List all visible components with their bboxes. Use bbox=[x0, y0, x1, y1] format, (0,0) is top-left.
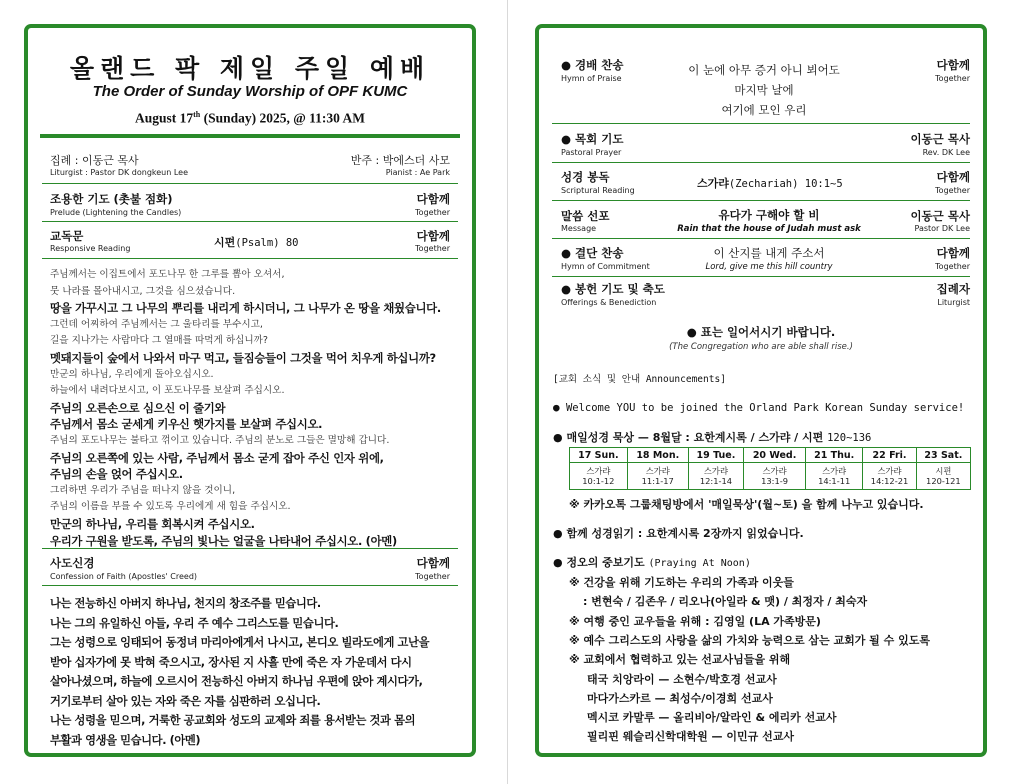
responsive-who-en: Together bbox=[415, 244, 450, 253]
divider bbox=[552, 276, 970, 277]
hymn-praise-title: ● 경배 찬송 bbox=[561, 58, 624, 72]
scripture-who: 다함께 bbox=[936, 170, 970, 184]
prayer-item: ※ 여행 중인 교우들을 위해 : 김영일 (LA 가족방문) bbox=[569, 614, 821, 628]
divider bbox=[552, 123, 970, 124]
confession-who: 다함께 bbox=[416, 556, 450, 570]
schedule-day: 20 Wed. bbox=[744, 448, 806, 463]
message-who-en: Pastor DK Lee bbox=[914, 224, 970, 233]
right-bulletin-panel bbox=[535, 24, 987, 757]
standing-note: ● 표는 일어서시기 바랍니다. bbox=[686, 325, 836, 339]
pastoral-prayer-who-en: Rev. DK Lee bbox=[922, 148, 970, 157]
prayer-item: ※ 교회에서 협력하고 있는 선교사님들을 위해 bbox=[569, 653, 791, 667]
prayer-item: 멕시코 카말루 — 올리비아/알라인 & 에리카 선교사 bbox=[587, 711, 837, 725]
reading-line: 길을 지나가는 사람마다 그 열매를 따먹게 하십니까? bbox=[50, 335, 269, 347]
divider bbox=[42, 258, 458, 259]
reading-line: 땅을 가꾸시고 그 나무의 뿌리를 내리게 하시더니, 그 나무가 온 땅을 채웠습니다. bbox=[50, 301, 441, 316]
creed-line: 부활과 영생을 믿습니다. (아멘) bbox=[50, 733, 201, 747]
schedule-reading: 스가랴 11:1-17 bbox=[627, 463, 688, 490]
prayer-item: ※ 건강을 위해 기도하는 우리의 가족과 이웃들 bbox=[569, 576, 794, 589]
creed-line: 나는 전능하신 아버지 하나님, 천지의 창조주를 믿습니다. bbox=[50, 597, 321, 610]
pastoral-prayer-title-en: Pastoral Prayer bbox=[561, 148, 622, 157]
reading-line: 멧돼지들이 숲에서 나와서 마구 먹고, 들짐승들이 그것을 먹어 치우게 하십니까? bbox=[50, 350, 436, 365]
commitment-who: 다함께 bbox=[936, 246, 970, 260]
schedule-reading: 스가랴 10:1-12 bbox=[570, 463, 628, 490]
announcements-heading: [교회 소식 및 안내 Announcements] bbox=[553, 374, 726, 385]
prelude-who-en: Together bbox=[415, 208, 450, 217]
commitment-hymn-song: 이 산지를 내게 주소서 bbox=[713, 246, 825, 260]
schedule-day: 22 Fri. bbox=[863, 448, 917, 463]
hymn-praise-lines: 이 눈에 아무 증거 아니 뵈어도 마지막 날에 여기에 모인 우리 bbox=[688, 63, 840, 117]
standing-note-en: (The Congregation who are able shall rise.) bbox=[669, 342, 853, 352]
title-korean: 올랜드 팍 제일 주일 예배 bbox=[69, 54, 431, 83]
schedule-day: 17 Sun. bbox=[570, 448, 628, 463]
prayer-item: 필리핀 웨슬리신학대학원 — 이민규 선교사 bbox=[587, 730, 794, 744]
confession-who-en: Together bbox=[415, 572, 450, 581]
prelude-title: 조용한 기도 (촛불 점화) bbox=[50, 192, 173, 206]
reading-line: 뭇 나라를 몰아내시고, 그것을 심으셨습니다. bbox=[50, 285, 236, 297]
pastoral-prayer-title: ● 목회 기도 bbox=[561, 132, 624, 146]
scripture-title-en: Scriptural Reading bbox=[561, 186, 635, 195]
schedule-day: 19 Tue. bbox=[688, 448, 743, 463]
offering-who-en: Liturgist bbox=[937, 298, 970, 307]
prelude-who: 다함께 bbox=[416, 192, 450, 206]
reading-line: 주님의 이름을 부를 수 있도록 우리에게 새 힘을 주십시오. bbox=[50, 501, 291, 513]
bullet-icon: ● bbox=[553, 556, 563, 569]
title-divider bbox=[40, 134, 460, 138]
responsive-title-en: Responsive Reading bbox=[50, 244, 131, 253]
reading-line: 주님께서 몸소 굳세게 키우신 햇가지를 보살펴 주십시오. bbox=[50, 417, 323, 432]
responsive-reference: 시편(Psalm) 80 bbox=[214, 236, 299, 249]
hymn-praise-who-en: Together bbox=[935, 74, 970, 83]
creed-line: 나는 성령을 믿으며, 거룩한 공교회와 성도의 교제와 죄를 용서받는 것과 몸의 bbox=[50, 714, 416, 727]
pastoral-prayer-who: 이동근 목사 bbox=[910, 132, 970, 146]
commitment-hymn-title: ● 결단 찬송 bbox=[561, 246, 624, 260]
reading-line: 주님의 손을 얹어 주십시오. bbox=[50, 467, 183, 482]
scripture-who-en: Together bbox=[935, 186, 970, 195]
together-reading-announcement: ● 함께 성경읽기 : 요한계시록 2장까지 읽었습니다. bbox=[553, 527, 804, 540]
prayer-item: : 변현숙 / 김존우 / 리오나(아일라 & 맷) / 최정자 / 최숙자 bbox=[583, 595, 868, 609]
schedule-reading: 시편 120-121 bbox=[916, 463, 970, 490]
reading-line: 그런데 어찌하여 주님께서는 그 울타리를 부수시고, bbox=[50, 318, 263, 330]
schedule-day: 21 Thu. bbox=[806, 448, 863, 463]
scripture-reference: 스가랴(Zechariah) 10:1~5 bbox=[697, 177, 843, 190]
responsive-who: 다함께 bbox=[416, 229, 450, 243]
pianist-label: 반주 : 박에스더 사모 bbox=[350, 154, 450, 167]
confession-title: 사도신경 bbox=[50, 556, 95, 570]
message-who: 이동근 목사 bbox=[910, 209, 970, 223]
schedule-reading: 스가랴 13:1-9 bbox=[744, 463, 806, 490]
noon-prayer-heading: ● 정오의 중보기도 (Praying At Noon) bbox=[553, 556, 751, 569]
divider bbox=[42, 585, 458, 586]
schedule-reading-row bbox=[570, 463, 971, 490]
scripture-title: 성경 봉독 bbox=[561, 170, 610, 184]
schedule-reading: 스가랴 14:1-11 bbox=[806, 463, 863, 490]
bullet-icon: ● bbox=[553, 431, 563, 444]
schedule-reading: 스가랴 12:1-14 bbox=[688, 463, 743, 490]
offering-title-en: Offerings & Benediction bbox=[561, 298, 657, 307]
responsive-reading-text bbox=[50, 267, 470, 549]
divider bbox=[42, 221, 458, 222]
reading-line: 우리가 구원을 받도록, 주님의 빛나는 얼굴을 나타내어 주십시오. (아멘) bbox=[50, 533, 397, 548]
schedule-reading: 스가랴 14:12-21 bbox=[863, 463, 917, 490]
bullet-icon: ● bbox=[553, 401, 560, 414]
creed-line: 받아 십자가에 못 박혀 죽으시고, 장사된 지 사흘 만에 죽은 자 가운데서 다시 bbox=[50, 655, 412, 669]
bullet-icon: ● bbox=[553, 527, 563, 540]
creed-line: 거기로부터 살아 있는 자와 죽은 자를 심판하러 오십니다. bbox=[50, 694, 321, 708]
commitment-hymn-title-en: Hymn of Commitment bbox=[561, 262, 650, 271]
divider bbox=[552, 200, 970, 201]
reading-line: 주님의 오른쪽에 있는 사람, 주님께서 몸소 굳게 잡아 주신 인자 위에, bbox=[50, 450, 384, 465]
prelude-title-en: Prelude (Lightening the Candles) bbox=[50, 208, 182, 217]
message-title-en: Message bbox=[561, 224, 597, 233]
reading-line: 주님의 포도나무는 불타고 꺾이고 있습니다. 주님의 분노로 그들은 멸망해 갑니다. bbox=[50, 434, 390, 446]
reading-line: 주님의 오른손으로 심으신 이 줄기와 bbox=[50, 400, 226, 415]
daily-bible-announcement: ● 매일성경 묵상 — 8월달 : 요한계시록 / 스가랴 / 시편 120~136 bbox=[553, 431, 872, 444]
divider bbox=[42, 183, 458, 184]
daily-reading-schedule-table bbox=[569, 447, 971, 490]
schedule-header-row bbox=[570, 448, 971, 463]
service-date: August 17th (Sunday) 2025, @ 11:30 AM bbox=[134, 110, 366, 126]
divider bbox=[552, 238, 970, 239]
reading-line: 그리하면 우리가 주님을 떠나지 않을 것이니, bbox=[50, 484, 236, 496]
welcome-announcement: ● Welcome YOU to be joined the Orland Park Korean Sunday service! bbox=[553, 401, 965, 414]
divider bbox=[42, 548, 458, 549]
reading-line: 만군의 하나님, 우리를 회복시켜 주십시오. bbox=[50, 516, 255, 531]
schedule-day: 18 Mon. bbox=[627, 448, 688, 463]
hymn-praise-who: 다함께 bbox=[936, 58, 970, 72]
creed-line: 나는 그의 유일하신 아들, 우리 주 예수 그리스도를 믿습니다. bbox=[50, 616, 339, 630]
offering-who: 집례자 bbox=[936, 282, 970, 296]
hymn-praise-title-en: Hymn of Praise bbox=[561, 74, 622, 83]
left-bulletin-panel bbox=[24, 24, 476, 757]
center-divider bbox=[507, 0, 508, 784]
reading-line: 하늘에서 내려다보시고, 이 포도나무를 보살펴 주십시오. bbox=[50, 385, 285, 397]
divider bbox=[552, 162, 970, 163]
liturgist-label: 집례 : 이동근 목사 bbox=[50, 154, 139, 167]
liturgist-label-en: Liturgist : Pastor DK dongkeun Lee bbox=[50, 168, 189, 177]
confession-title-en: Confession of Faith (Apostles' Creed) bbox=[50, 572, 198, 581]
sermon-title-en: Rain that the house of Judah must ask bbox=[677, 224, 861, 234]
sermon-title: 유다가 구해야 할 비 bbox=[718, 208, 820, 222]
commitment-hymn-song-en: Lord, give me this hill country bbox=[705, 262, 833, 272]
commitment-who-en: Together bbox=[935, 262, 970, 271]
prayer-item: 태국 치앙라이 — 소현수/박호경 선교사 bbox=[587, 672, 777, 686]
prayer-item: 마다가스카르 — 최성수/이경희 선교사 bbox=[587, 691, 773, 705]
reading-line: 주님께서는 이집트에서 포도나무 한 그루를 뽑아 오셔서, bbox=[50, 269, 285, 280]
creed-line: 살아나셨으며, 하늘에 오르시어 전능하신 아버지 하나님 우편에 앉아 계시다가, bbox=[50, 675, 423, 688]
pianist-label-en: Pianist : Ae Park bbox=[385, 168, 450, 177]
creed-line: 그는 성령으로 잉태되어 동정녀 마리아에게서 나시고, 본디오 빌라도에게 고난을 bbox=[50, 636, 430, 649]
prayer-item: ※ 예수 그리스도의 사랑을 삶의 가치와 능력으로 삼는 교회가 될 수 있도록 bbox=[569, 633, 930, 647]
schedule-day: 23 Sat. bbox=[916, 448, 970, 463]
responsive-title: 교독문 bbox=[50, 229, 84, 243]
reading-line: 만군의 하나님, 우리에게 돌아오십시오. bbox=[50, 368, 214, 380]
kakao-note: ※ 카카오톡 그룹채팅방에서 '매일묵상'(월~토) 을 함께 나누고 있습니다. bbox=[569, 498, 924, 511]
message-title: 말씀 선포 bbox=[561, 209, 610, 223]
apostles-creed-text bbox=[50, 594, 470, 750]
offering-title: ● 봉헌 기도 및 축도 bbox=[561, 282, 665, 296]
title-english: The Order of Sunday Worship of OPF KUMC bbox=[92, 83, 408, 100]
